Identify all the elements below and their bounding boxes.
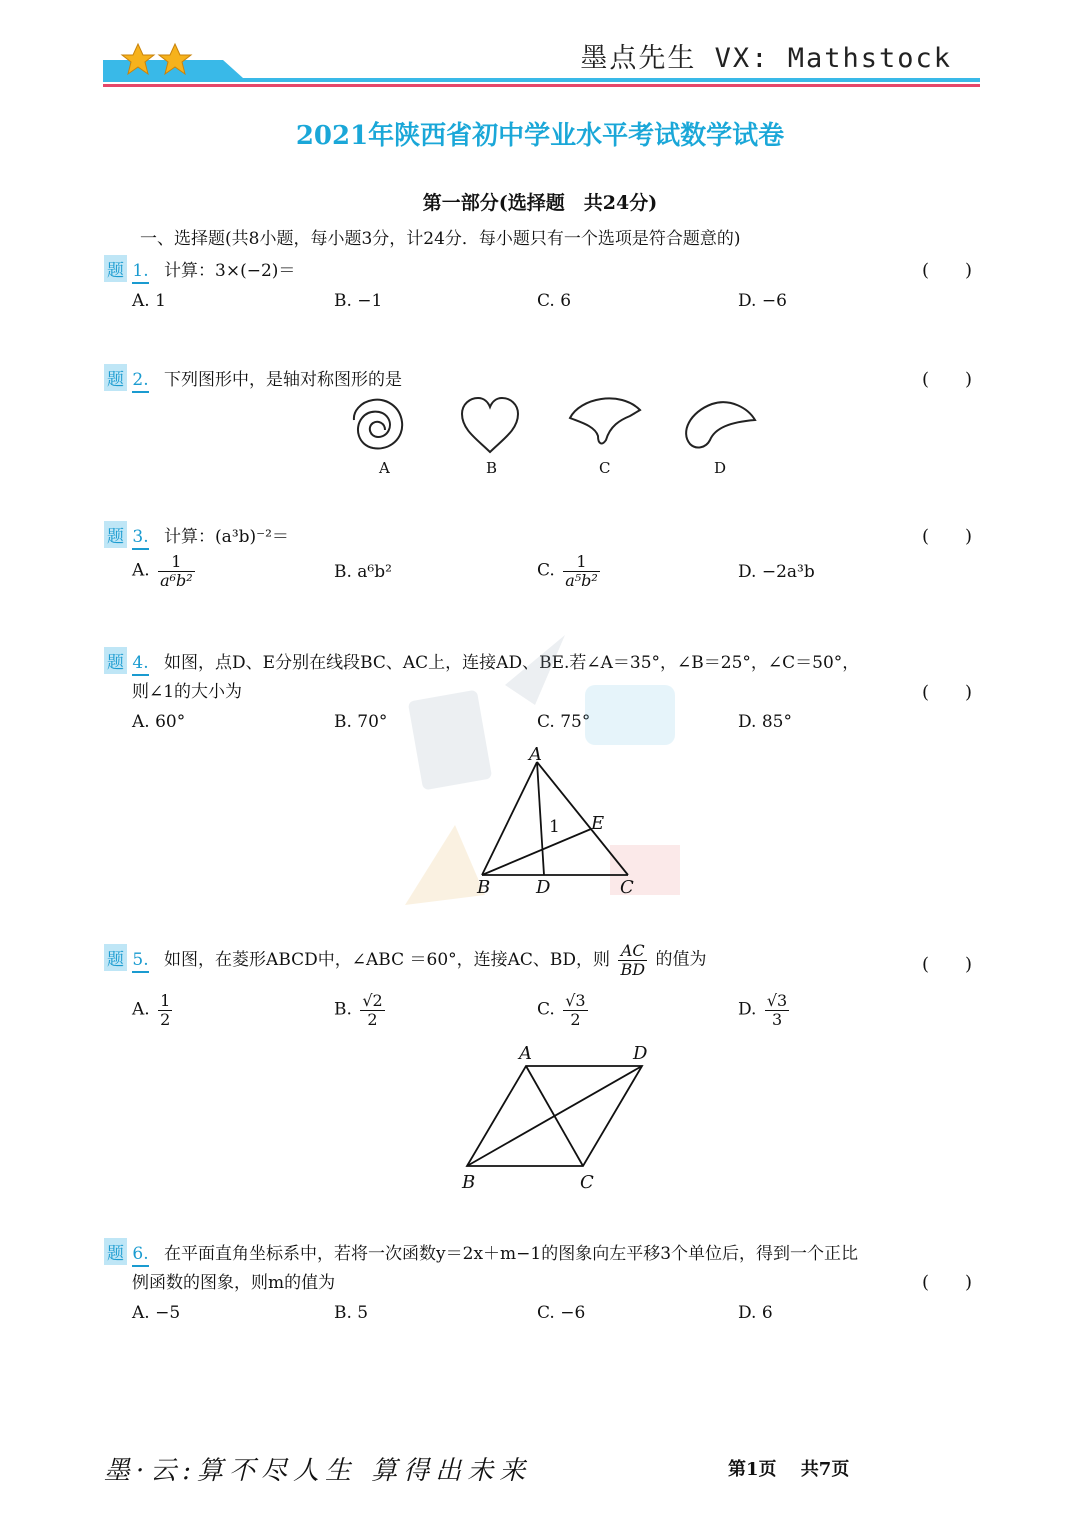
- figure-label-d: D: [714, 459, 727, 477]
- option-a[interactable]: A. −5: [132, 1303, 181, 1323]
- option-prefix: A.: [132, 999, 150, 1020]
- fraction: $\frac{√2}{2}$: [362, 991, 383, 1029]
- question-stem: 在平面直角坐标系中，若将一次函数y＝2x＋m−1的图象向左平移3个单位后，得到一个正比: [164, 1244, 859, 1264]
- vertex-a: A: [519, 1043, 532, 1064]
- option-c[interactable]: [537, 992, 591, 1028]
- vertex-d: D: [633, 1043, 648, 1064]
- vertex-b: B: [477, 877, 491, 898]
- question-stem: 计算：3×(−2)＝: [164, 261, 296, 281]
- answer-paren[interactable]: ( ): [922, 369, 973, 390]
- figure-label-a: A: [379, 459, 390, 477]
- figure-label-c: C: [599, 459, 611, 477]
- answer-paren[interactable]: ( ): [922, 526, 973, 547]
- option-prefix: B.: [334, 999, 352, 1020]
- angle-label: 1: [549, 817, 560, 837]
- option-a[interactable]: A. 1: [132, 291, 166, 311]
- vertex-b: B: [462, 1172, 476, 1193]
- footer-motto: 墨·云:算不尽人生 算得出未来: [104, 1456, 532, 1486]
- option-b[interactable]: B. a⁶b²: [334, 562, 392, 582]
- question-tag: 题: [104, 255, 127, 282]
- fraction: $\frac{√3}{3}$: [766, 991, 788, 1029]
- option-c[interactable]: C. 6: [537, 291, 572, 311]
- answer-paren[interactable]: ( ): [922, 1272, 973, 1293]
- question-1: [104, 255, 295, 282]
- question-number: 6.: [132, 1244, 148, 1267]
- option-a[interactable]: [132, 992, 175, 1028]
- question-stem-cont: 则∠1的大小为: [132, 682, 243, 702]
- part-heading: 第一部分(选择题 共24分): [422, 192, 658, 214]
- question-tag: 题: [104, 364, 127, 391]
- paper-plane-icon: [505, 635, 565, 705]
- option-b[interactable]: B. 5: [334, 1303, 369, 1323]
- option-a[interactable]: [132, 553, 198, 589]
- option-prefix: D.: [738, 999, 757, 1020]
- fan-shape: [570, 398, 640, 443]
- question-number: 1.: [132, 261, 148, 284]
- vertex-d: D: [536, 877, 551, 898]
- option-c[interactable]: C. 75°: [537, 712, 591, 732]
- answer-paren[interactable]: ( ): [922, 260, 973, 281]
- page-title: 2021年陕西省初中学业水平考试数学试卷: [295, 121, 785, 151]
- figure-label-b: B: [486, 459, 498, 477]
- answer-paren[interactable]: ( ): [922, 682, 973, 703]
- option-d[interactable]: D. 85°: [738, 712, 792, 732]
- fraction: $\frac{1}{2}$: [160, 991, 171, 1029]
- heart-shape: [462, 398, 518, 452]
- brand-text: 墨点先生 VX: Mathstock: [580, 43, 952, 74]
- fraction: $\frac{1}{\text{a⁵b²}}$: [565, 552, 598, 590]
- question-number: 5.: [132, 950, 148, 973]
- vertex-a: A: [529, 744, 542, 765]
- question-tag: 题: [104, 521, 127, 548]
- option-b[interactable]: B. 70°: [334, 712, 388, 732]
- question-tag: 题: [104, 944, 127, 971]
- question-tag: 题: [104, 647, 127, 674]
- option-prefix: C.: [537, 999, 555, 1020]
- ruler-icon: [585, 685, 675, 745]
- question-number: 4.: [132, 653, 148, 676]
- section-intro: 一、选择题(共8小题，每小题3分，计24分．每小题只有一个选项是符合题意的): [140, 229, 741, 249]
- question-stem: 如图，点D、E分别在线段BC、AC上，连接AD、BE.若∠A＝35°，∠B＝25°，∠C＝50°，: [164, 653, 860, 673]
- q2-figures: [340, 390, 770, 460]
- vertex-c: C: [620, 877, 634, 898]
- question-stem-end: 的值为: [655, 949, 707, 970]
- question-5: [104, 942, 706, 978]
- option-d[interactable]: D. −6: [738, 291, 787, 311]
- option-prefix: C.: [537, 560, 555, 581]
- question-2: [104, 364, 402, 391]
- vertex-c: C: [580, 1172, 594, 1193]
- spiral-shape: [354, 400, 402, 449]
- option-prefix: A.: [132, 560, 150, 581]
- question-stem: 计算：(a³b)⁻²＝: [164, 527, 289, 547]
- question-3: [104, 521, 289, 548]
- fraction: $\frac{1}{\text{a⁶b²}}$: [160, 552, 193, 590]
- question-number: 2.: [132, 370, 148, 393]
- vertex-e: E: [591, 813, 605, 834]
- crescent-shape: [686, 402, 755, 447]
- option-d[interactable]: D. 6: [738, 1303, 773, 1323]
- option-d[interactable]: [738, 992, 792, 1028]
- fraction: $\frac{AC}{BD}$: [620, 941, 646, 979]
- option-b[interactable]: B. −1: [334, 291, 383, 311]
- question-stem: 下列图形中，是轴对称图形的是: [164, 370, 403, 390]
- question-stem-cont: 例函数的图象，则m的值为: [132, 1273, 336, 1293]
- question-number: 3.: [132, 527, 148, 550]
- question-stem: 如图，在菱形ABCD中，∠ABC ＝60°，连接AC、BD，则: [164, 949, 611, 970]
- question-tag: 题: [104, 1238, 127, 1265]
- fraction: $\frac{√3}{2}$: [565, 991, 586, 1029]
- question-6: [104, 1238, 858, 1265]
- page-indicator: 第1页 共7页: [728, 1459, 850, 1480]
- answer-paren[interactable]: ( ): [922, 954, 973, 975]
- option-a[interactable]: A. 60°: [132, 712, 186, 732]
- option-b[interactable]: [334, 992, 388, 1028]
- option-c[interactable]: C. −6: [537, 1303, 586, 1323]
- option-d[interactable]: D. −2a³b: [738, 562, 815, 582]
- q5-rhombus-figure: [460, 1060, 660, 1175]
- option-c[interactable]: [537, 553, 603, 589]
